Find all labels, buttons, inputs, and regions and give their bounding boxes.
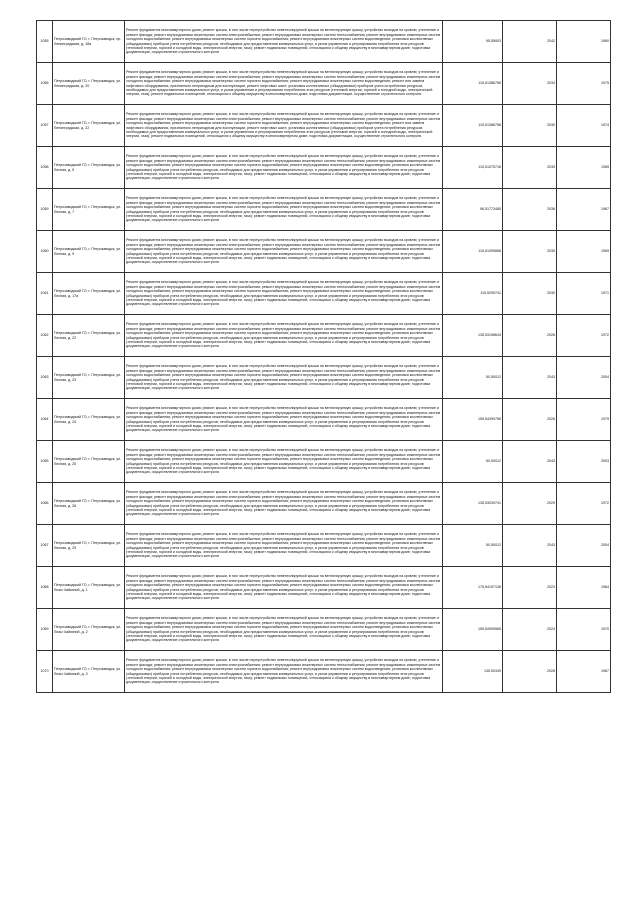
table-row — [37, 483, 611, 525]
cost-cell: 115,51075716 — [443, 147, 503, 189]
planned-year-cell: 2043 — [503, 441, 557, 483]
build-year-cell: 1969 — [557, 231, 611, 273]
row-number: 1070 — [37, 651, 53, 693]
address-cell: Петрозаводский ГО, г. Петрозаводск, ул. Лесная, д. 25 — [53, 441, 125, 483]
row-number: 1056 — [37, 63, 53, 105]
address-cell: Петрозаводский ГО, г. Петрозаводск, ул. Лизы Чайкиной, д. 1 — [53, 567, 125, 609]
address-cell: Петрозаводский ГО, г. Петрозаводск, ул. Лизы Чайкиной, д. 3 — [53, 651, 125, 693]
address-cell: Петрозаводский ГО, г. Петрозаводск, ул. Лесная, д. 23 — [53, 357, 125, 399]
row-number: 1068 — [37, 567, 53, 609]
planned-year-cell: 2034 — [503, 63, 557, 105]
build-year-cell: 1971 — [557, 273, 611, 315]
planned-year-cell: 2029 — [503, 483, 557, 525]
works-description-cell: Ремонт фундамента многоквартирного дома; ремонт крыши, в том числе переустройство невентилируемой крыши на вентилируемую крышу, устройство выходов на кровлю; утепление и ремонт фасада; ремонт внутридомовых инженерных систем электроснабжения; ремонт внутридомовых инженерных систем теплоснабжения; ремонт внутридомовых инженерных систем холодного водоснабжения; ремонт внутридомовых инженерных систем горячего водоснабжения; ремонт внутридомовых инженерных систем водоотведения; установка коллективных (общедомовых) приборов учета потребления ресурсов, необходимых для предоставления коммунальных услуг, и узлов управления и регулирования потребления этих ресурсов (тепловой энергии, горячей и холодной воды, электрической энергии, газа); ремонт подвальных помещений, относящихся к общему имуществу в многоквартирном доме; подготовка документации, осуществление строительного контроля — [125, 609, 443, 651]
works-description-cell: Ремонт фундамента многоквартирного дома; ремонт крыши, в том числе переустройство невентилируемой крыши на вентилируемую крышу, устройство выходов на кровлю; утепление и ремонт фасада; ремонт внутридомовых инженерных систем электроснабжения; ремонт внутридомовых инженерных систем теплоснабжения; ремонт внутридомовых инженерных систем холодного водоснабжения; ремонт внутридомовых инженерных систем горячего водоснабжения; ремонт внутридомовых инженерных систем водоотведения; ремонт или замена лифтового оборудования, признанного непригодным для эксплуатации, ремонт лифтовых шахт; установка коллективных (общедомовых) приборов учета потребления ресурсов, необходимых для предоставления коммунальных услуг, и узлов управления и регулирования потребления этих ресурсов (тепловой энергии, горячей и холодной воды, электрической энергии, газа); ремонт подвальных помещений, относящихся к общему имуществу в многоквартирном доме; подготовка документации, осуществление строительного контроля — [125, 63, 443, 105]
row-number: 1064 — [37, 399, 53, 441]
table-row — [37, 567, 611, 609]
address-cell: Петрозаводский ГО, г. Петрозаводск, ул. Лесная, д. 22 — [53, 315, 125, 357]
address-cell: Петрозаводский ГО, г. Петрозаводск, ул. Лесная, д. 7 — [53, 189, 125, 231]
address-cell: Петрозаводский ГО, г. Петрозаводск, ул. Лесная, д. 24 — [53, 399, 125, 441]
row-number: 1058 — [37, 147, 53, 189]
table-row — [37, 21, 611, 63]
row-number: 1067 — [37, 525, 53, 567]
row-number: 1055 — [37, 21, 53, 63]
row-number: 1063 — [37, 357, 53, 399]
table-row — [37, 609, 611, 651]
cost-cell: 155,54399756 — [443, 399, 503, 441]
table-row — [37, 399, 611, 441]
works-description-cell: Ремонт фундамента многоквартирного дома; ремонт крыши, в том числе переустройство невентилируемой крыши на вентилируемую крышу, устройство выходов на кровлю; утепление и ремонт фасада; ремонт внутридомовых инженерных систем электроснабжения; ремонт внутридомовых инженерных систем теплоснабжения; ремонт внутридомовых инженерных систем холодного водоснабжения; ремонт внутридомовых инженерных систем горячего водоснабжения; ремонт внутридомовых инженерных систем водоотведения; установка коллективных (общедомовых) приборов учета потребления ресурсов, необходимых для предоставления коммунальных услуг, и узлов управления и регулирования потребления этих ресурсов (тепловой энергии, горячей и холодной воды, электрической энергии, газа); ремонт подвальных помещений, относящихся к общему имуществу в многоквартирном доме; подготовка документации, осуществление строительного контроля — [125, 21, 443, 63]
works-description-cell: Ремонт фундамента многоквартирного дома; ремонт крыши, в том числе переустройство невентилируемой крыши на вентилируемую крышу, устройство выходов на кровлю; утепление и ремонт фасада; ремонт внутридомовых инженерных систем электроснабжения; ремонт внутридомовых инженерных систем теплоснабжения; ремонт внутридомовых инженерных систем холодного водоснабжения; ремонт внутридомовых инженерных систем горячего водоснабжения; ремонт внутридомовых инженерных систем водоотведения; установка коллективных (общедомовых) приборов учета потребления ресурсов, необходимых для предоставления коммунальных услуг, и узлов управления и регулирования потребления этих ресурсов (тепловой энергии, горячей и холодной воды, электрической энергии, газа); ремонт подвальных помещений, относящихся к общему имуществу в многоквартирном доме; подготовка документации, осуществление строительного контроля — [125, 231, 443, 273]
capital-repair-table — [36, 20, 611, 693]
planned-year-cell: 2035 — [503, 231, 557, 273]
row-number: 1065 — [37, 441, 53, 483]
works-description-cell: Ремонт фундамента многоквартирного дома; ремонт крыши, в том числе переустройство невентилируемой крыши на вентилируемую крышу, устройство выходов на кровлю; утепление и ремонт фасада; ремонт внутридомовых инженерных систем электроснабжения; ремонт внутридомовых инженерных систем теплоснабжения; ремонт внутридомовых инженерных систем холодного водоснабжения; ремонт внутридомовых инженерных систем горячего водоснабжения; ремонт внутридомовых инженерных систем водоотведения; установка коллективных (общедомовых) приборов учета потребления ресурсов, необходимых для предоставления коммунальных услуг, и узлов управления и регулирования потребления этих ресурсов (тепловой энергии, горячей и холодной воды, электрической энергии, газа); ремонт подвальных помещений, относящихся к общему имуществу в многоквартирном доме; подготовка документации, осуществление строительного контроля — [125, 147, 443, 189]
works-description-cell: Ремонт фундамента многоквартирного дома; ремонт крыши, в том числе переустройство невентилируемой крыши на вентилируемую крышу, устройство выходов на кровлю; утепление и ремонт фасада; ремонт внутридомовых инженерных систем электроснабжения; ремонт внутридомовых инженерных систем теплоснабжения; ремонт внутридомовых инженерных систем холодного водоснабжения; ремонт внутридомовых инженерных систем горячего водоснабжения; ремонт внутридомовых инженерных систем водоотведения; установка коллективных (общедомовых) приборов учета потребления ресурсов, необходимых для предоставления коммунальных услуг, и узлов управления и регулирования потребления этих ресурсов (тепловой энергии, горячей и холодной воды, электрической энергии, газа); ремонт подвальных помещений, относящихся к общему имуществу в многоквартирном доме; подготовка документации, осуществление строительного контроля — [125, 525, 443, 567]
address-cell: Петрозаводский ГО, г. Петрозаводск, ул. Лесная, д. 17а — [53, 273, 125, 315]
build-year-cell: 1970 — [557, 609, 611, 651]
build-year-cell: 1975 — [557, 63, 611, 105]
cost-cell: 135,50349 — [443, 651, 503, 693]
build-year-cell: 1967 — [557, 651, 611, 693]
build-year-cell: 1960 — [557, 21, 611, 63]
row-number: 1069 — [37, 609, 53, 651]
planned-year-cell: 2030 — [503, 273, 557, 315]
cost-cell: 95,55903 — [443, 21, 503, 63]
address-cell: Петрозаводский ГО, г. Петрозаводск, ул. Лесная, д. 29 — [53, 525, 125, 567]
works-description-cell: Ремонт фундамента многоквартирного дома; ремонт крыши, в том числе переустройство невентилируемой крыши на вентилируемую крышу, устройство выходов на кровлю; утепление и ремонт фасада; ремонт внутридомовых инженерных систем электроснабжения; ремонт внутридомовых инженерных систем теплоснабжения; ремонт внутридомовых инженерных систем холодного водоснабжения; ремонт внутридомовых инженерных систем горячего водоснабжения; ремонт внутридомовых инженерных систем водоотведения; установка коллективных (общедомовых) приборов учета потребления ресурсов, необходимых для предоставления коммунальных услуг, и узлов управления и регулирования потребления этих ресурсов (тепловой энергии, горячей и холодной воды, электрической энергии, газа); ремонт подвальных помещений, относящихся к общему имуществу в многоквартирном доме; подготовка документации, осуществление строительного контроля — [125, 315, 443, 357]
planned-year-cell: 2038 — [503, 189, 557, 231]
table-body — [37, 21, 611, 693]
cost-cell: 135,53198644 — [443, 315, 503, 357]
planned-year-cell: 2026 — [503, 399, 557, 441]
planned-year-cell: 2043 — [503, 357, 557, 399]
address-cell: Петрозаводский ГО, г. Петрозаводск, ул. Лесная, д. 5 — [53, 147, 125, 189]
table-row — [37, 63, 611, 105]
table-row — [37, 231, 611, 273]
row-number: 1066 — [37, 483, 53, 525]
cost-cell: 115,51386756 — [443, 63, 503, 105]
row-number: 1060 — [37, 231, 53, 273]
build-year-cell: 1979 — [557, 399, 611, 441]
row-number: 1061 — [37, 273, 53, 315]
cost-cell: 50,50012 — [443, 525, 503, 567]
cost-cell: 115,51386756 — [443, 105, 503, 147]
table-row — [37, 651, 611, 693]
works-description-cell: Ремонт фундамента многоквартирного дома; ремонт крыши, в том числе переустройство невентилируемой крыши на вентилируемую крышу, устройство выходов на кровлю; утепление и ремонт фасада; ремонт внутридомовых инженерных систем электроснабжения; ремонт внутридомовых инженерных систем теплоснабжения; ремонт внутридомовых инженерных систем холодного водоснабжения; ремонт внутридомовых инженерных систем горячего водоснабжения; ремонт внутридомовых инженерных систем водоотведения; установка коллективных (общедомовых) приборов учета потребления ресурсов, необходимых для предоставления коммунальных услуг, и узлов управления и регулирования потребления этих ресурсов (тепловой энергии, горячей и холодной воды, электрической энергии, газа); ремонт подвальных помещений, относящихся к общему имуществу в многоквартирном доме; подготовка документации, осуществление строительного контроля — [125, 189, 443, 231]
table-row — [37, 273, 611, 315]
cost-cell: 50,50012 — [443, 441, 503, 483]
row-number: 1062 — [37, 315, 53, 357]
works-description-cell: Ремонт фундамента многоквартирного дома; ремонт крыши, в том числе переустройство невентилируемой крыши на вентилируемую крышу, устройство выходов на кровлю; утепление и ремонт фасада; ремонт внутридомовых инженерных систем электроснабжения; ремонт внутридомовых инженерных систем теплоснабжения; ремонт внутридомовых инженерных систем холодного водоснабжения; ремонт внутридомовых инженерных систем горячего водоснабжения; ремонт внутридомовых инженерных систем водоотведения; установка коллективных (общедомовых) приборов учета потребления ресурсов, необходимых для предоставления коммунальных услуг, и узлов управления и регулирования потребления этих ресурсов (тепловой энергии, горячей и холодной воды, электрической энергии, газа); ремонт подвальных помещений, относящихся к общему имуществу в многоквартирном доме; подготовка документации, осуществление строительного контроля — [125, 273, 443, 315]
table-row — [37, 525, 611, 567]
planned-year-cell: 2023 — [503, 567, 557, 609]
row-number: 1059 — [37, 189, 53, 231]
cost-cell: 175,54197136 — [443, 567, 503, 609]
build-year-cell: 1967 — [557, 189, 611, 231]
row-number: 1057 — [37, 105, 53, 147]
works-description-cell: Ремонт фундамента многоквартирного дома; ремонт крыши, в том числе переустройство невентилируемой крыши на вентилируемую крышу, устройство выходов на кровлю; утепление и ремонт фасада; ремонт внутридомовых инженерных систем электроснабжения; ремонт внутридомовых инженерных систем теплоснабжения; ремонт внутридомовых инженерных систем холодного водоснабжения; ремонт внутридомовых инженерных систем горячего водоснабжения; ремонт внутридомовых инженерных систем водоотведения; установка коллективных (общедомовых) приборов учета потребления ресурсов, необходимых для предоставления коммунальных услуг, и узлов управления и регулирования потребления этих ресурсов (тепловой энергии, горячей и холодной воды, электрической энергии, газа); ремонт подвальных помещений, относящихся к общему имуществу в многоквартирном доме; подготовка документации, осуществление строительного контроля — [125, 441, 443, 483]
address-cell: Петрозаводский ГО, г. Петрозаводск, ул. Лесная, д. 9 — [53, 231, 125, 273]
cost-cell: 96,51773485 — [443, 189, 503, 231]
planned-year-cell: 2024 — [503, 609, 557, 651]
build-year-cell: 1972 — [557, 315, 611, 357]
planned-year-cell: 2030 — [503, 105, 557, 147]
works-description-cell: Ремонт фундамента многоквартирного дома; ремонт крыши, в том числе переустройство невентилируемой крыши на вентилируемую крышу, устройство выходов на кровлю; утепление и ремонт фасада; ремонт внутридомовых инженерных систем электроснабжения; ремонт внутридомовых инженерных систем теплоснабжения; ремонт внутридомовых инженерных систем холодного водоснабжения; ремонт внутридомовых инженерных систем горячего водоснабжения; ремонт внутридомовых инженерных систем водоотведения; установка коллективных (общедомовых) приборов учета потребления ресурсов, необходимых для предоставления коммунальных услуг, и узлов управления и регулирования потребления этих ресурсов (тепловой энергии, горячей и холодной воды, электрической энергии, газа); ремонт подвальных помещений, относящихся к общему имуществу в многоквартирном доме; подготовка документации, осуществление строительного контроля — [125, 357, 443, 399]
cost-cell: 115,5295741 — [443, 273, 503, 315]
build-year-cell: 1972 — [557, 483, 611, 525]
address-cell: Петрозаводский ГО, г. Петрозаводск, ул. Лесная, д. 26 — [53, 483, 125, 525]
address-cell: Петрозаводский ГО, г. Петрозаводск, ул. Ленинградская, д. 20 — [53, 63, 125, 105]
works-description-cell: Ремонт фундамента многоквартирного дома; ремонт крыши, в том числе переустройство невентилируемой крыши на вентилируемую крышу, устройство выходов на кровлю; утепление и ремонт фасада; ремонт внутридомовых инженерных систем электроснабжения; ремонт внутридомовых инженерных систем теплоснабжения; ремонт внутридомовых инженерных систем холодного водоснабжения; ремонт внутридомовых инженерных систем горячего водоснабжения; ремонт внутридомовых инженерных систем водоотведения; установка коллективных (общедомовых) приборов учета потребления ресурсов, необходимых для предоставления коммунальных услуг, и узлов управления и регулирования потребления этих ресурсов (тепловой энергии, горячей и холодной воды, электрической энергии, газа); ремонт подвальных помещений, относящихся к общему имуществу в многоквартирном доме; подготовка документации, осуществление строительного контроля — [125, 399, 443, 441]
works-description-cell: Ремонт фундамента многоквартирного дома; ремонт крыши, в том числе переустройство невентилируемой крыши на вентилируемую крышу, устройство выходов на кровлю; утепление и ремонт фасада; ремонт внутридомовых инженерных систем электроснабжения; ремонт внутридомовых инженерных систем теплоснабжения; ремонт внутридомовых инженерных систем холодного водоснабжения; ремонт внутридомовых инженерных систем горячего водоснабжения; ремонт внутридомовых инженерных систем водоотведения; установка коллективных (общедомовых) приборов учета потребления ресурсов, необходимых для предоставления коммунальных услуг, и узлов управления и регулирования потребления этих ресурсов (тепловой энергии, горячей и холодной воды, электрической энергии, газа); ремонт подвальных помещений, относящихся к общему имуществу в многоквартирном доме; подготовка документации, осуществление строительного контроля — [125, 483, 443, 525]
build-year-cell: 2004 — [557, 525, 611, 567]
planned-year-cell: 2028 — [503, 651, 557, 693]
cost-cell: 50,50012 — [443, 357, 503, 399]
planned-year-cell: 2042 — [503, 21, 557, 63]
cost-cell: 155,54999565 — [443, 609, 503, 651]
table-row — [37, 147, 611, 189]
works-description-cell: Ремонт фундамента многоквартирного дома; ремонт крыши, в том числе переустройство невентилируемой крыши на вентилируемую крышу, устройство выходов на кровлю; утепление и ремонт фасада; ремонт внутридомовых инженерных систем электроснабжения; ремонт внутридомовых инженерных систем теплоснабжения; ремонт внутридомовых инженерных систем холодного водоснабжения; ремонт внутридомовых инженерных систем горячего водоснабжения; ремонт внутридомовых инженерных систем водоотведения; установка коллективных (общедомовых) приборов учета потребления ресурсов, необходимых для предоставления коммунальных услуг, и узлов управления и регулирования потребления этих ресурсов (тепловой энергии, горячей и холодной воды, электрической энергии, газа); ремонт подвальных помещений, относящихся к общему имуществу в многоквартирном доме; подготовка документации, осуществление строительного контроля — [125, 567, 443, 609]
table-row — [37, 189, 611, 231]
planned-year-cell: 2026 — [503, 315, 557, 357]
build-year-cell: 1965 — [557, 147, 611, 189]
works-description-cell: Ремонт фундамента многоквартирного дома; ремонт крыши, в том числе переустройство невентилируемой крыши на вентилируемую крышу, устройство выходов на кровлю; утепление и ремонт фасада; ремонт внутридомовых инженерных систем электроснабжения; ремонт внутридомовых инженерных систем теплоснабжения; ремонт внутридомовых инженерных систем холодного водоснабжения; ремонт внутридомовых инженерных систем горячего водоснабжения; ремонт внутридомовых инженерных систем водоотведения; ремонт или замена лифтового оборудования, признанного непригодным для эксплуатации, ремонт лифтовых шахт; установка коллективных (общедомовых) приборов учета потребления ресурсов, необходимых для предоставления коммунальных услуг, и узлов управления и регулирования потребления этих ресурсов (тепловой энергии, горячей и холодной воды, электрической энергии, газа); ремонт подвальных помещений, относящихся к общему имуществу в многоквартирном доме; подготовка документации, осуществление строительного контроля — [125, 105, 443, 147]
table-row — [37, 441, 611, 483]
build-year-cell: 1964 — [557, 567, 611, 609]
address-cell: Петрозаводский ГО, г. Петрозаводск, пр. Ленинградская, д. 18а — [53, 21, 125, 63]
table-row — [37, 315, 611, 357]
planned-year-cell: 2035 — [503, 147, 557, 189]
cost-cell: 135,53039741 — [443, 483, 503, 525]
address-cell: Петрозаводский ГО, г. Петрозаводск, ул. Лизы Чайкиной, д. 2 — [53, 609, 125, 651]
table-row — [37, 105, 611, 147]
planned-year-cell: 2043 — [503, 525, 557, 567]
cost-cell: 115,51099888 — [443, 231, 503, 273]
table-row — [37, 357, 611, 399]
build-year-cell: 1974 — [557, 105, 611, 147]
build-year-cell: 2004 — [557, 357, 611, 399]
address-cell: Петрозаводский ГО, г. Петрозаводск, ул. Ленинградская, д. 22 — [53, 105, 125, 147]
build-year-cell: 2003 — [557, 441, 611, 483]
works-description-cell: Ремонт фундамента многоквартирного дома; ремонт крыши, в том числе переустройство невентилируемой крыши на вентилируемую крышу, устройство выходов на кровлю; утепление и ремонт фасада; ремонт внутридомовых инженерных систем электроснабжения; ремонт внутридомовых инженерных систем теплоснабжения; ремонт внутридомовых инженерных систем холодного водоснабжения; ремонт внутридомовых инженерных систем горячего водоснабжения; ремонт внутридомовых инженерных систем водоотведения; установка коллективных (общедомовых) приборов учета потребления ресурсов, необходимых для предоставления коммунальных услуг, и узлов управления и регулирования потребления этих ресурсов (тепловой энергии, горячей и холодной воды, электрической энергии, газа); ремонт подвальных помещений, относящихся к общему имуществу в многоквартирном доме; подготовка документации, осуществление строительного контроля — [125, 651, 443, 693]
